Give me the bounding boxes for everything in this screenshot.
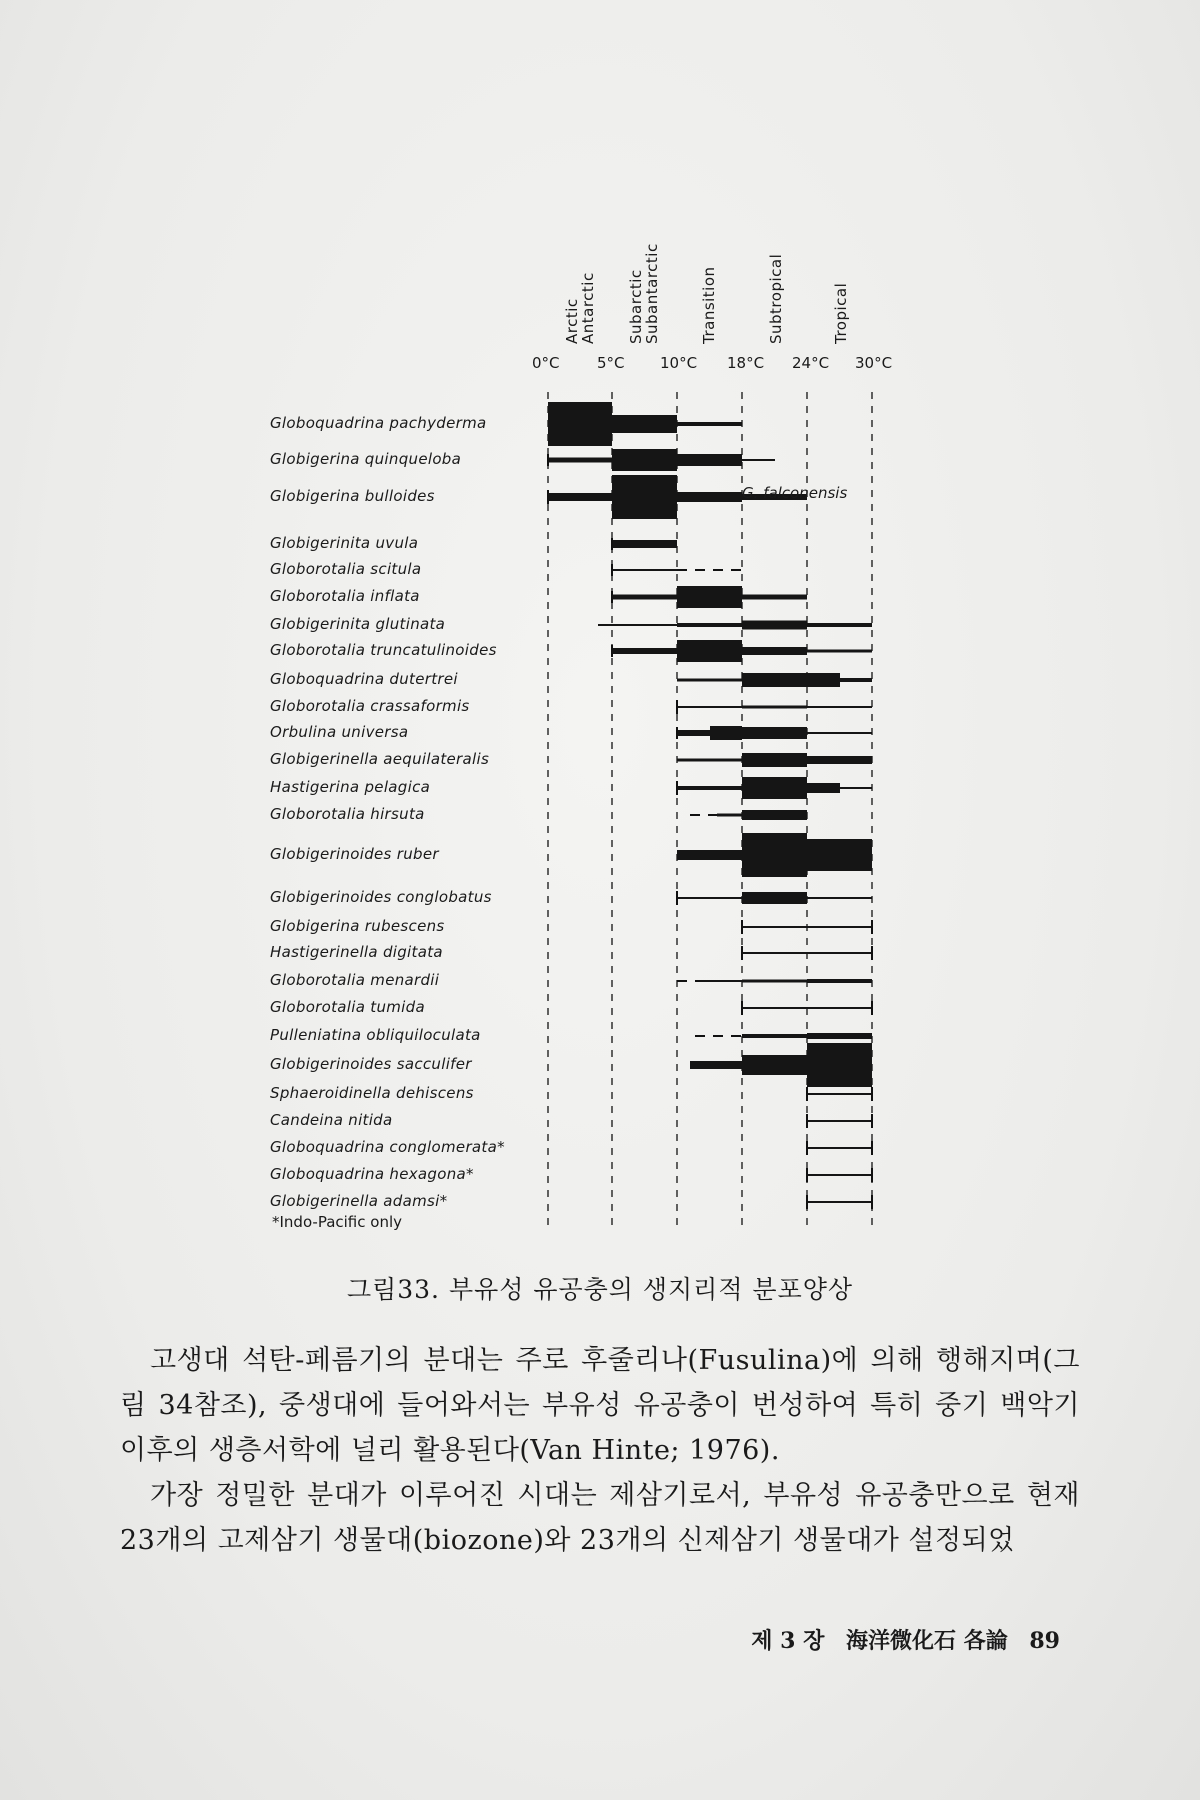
species-label: Globigerinoides ruber [270,845,439,863]
distribution-bar-segment [742,1055,807,1075]
distribution-bar-segment [742,1034,807,1038]
distribution-bar-segment [612,415,677,433]
falconensis-annotation: G. falconensis [742,484,848,502]
distribution-bar-segment [742,926,807,928]
distribution-bar-segment [612,449,677,471]
distribution-bar-segment [612,624,677,626]
distribution-bar-segment [742,833,807,877]
paragraph-2: 가장 정밀한 분대가 이루어진 시대는 제삼기로서, 부유성 유공충만으로 현재 23개의 고제삼기 생물대(biozone)와 23개의 신제삼기 생물대가 설정되었 [120,1480,1080,1556]
species-label: Globigerinoides conglobatus [270,888,492,906]
distribution-bar-segment [677,850,742,860]
species-label: Globoquadrina pachyderma [270,414,487,432]
distribution-bar-segment [548,458,612,463]
species-label: Hastigerina pelagica [270,778,431,796]
distribution-bar-segment [807,1201,872,1203]
distribution-bar-segment [677,706,742,708]
species-label: Globorotalia inflata [270,587,420,605]
distribution-bar-segment [807,706,872,708]
distribution-bar-segment [677,759,742,762]
distribution-bar-segment [598,624,612,626]
species-label: Globorotalia crassaformis [270,697,470,715]
distribution-bar-segment [807,897,872,899]
species-label: Globigerina bulloides [270,487,435,505]
distribution-bar-segment [677,623,742,627]
page-footer [737,1624,1060,1655]
distribution-bar-segment [548,402,612,446]
temp-label-0: 0°C [532,354,560,372]
distribution-bar-segment [807,979,872,983]
species-label: Globigerina quinqueloba [270,450,462,468]
species-label: Sphaeroidinella dehiscens [270,1084,474,1102]
species-label: Globigerina rubescens [270,917,445,935]
distribution-bar-segment [742,647,807,655]
distribution-bar-segment [807,952,872,954]
figure-footnote: *Indo-Pacific only [272,1213,402,1231]
distribution-bar-segment [710,726,742,740]
species-label: Pulleniatina obliquiloculata [270,1026,481,1044]
distribution-bar-segment [807,1120,872,1122]
species-label: Globorotalia scitula [270,560,422,578]
distribution-bar-segment [807,783,840,793]
footer-title: 海洋微化石 各論 [846,1628,1008,1654]
distribution-bar-segment [807,926,872,928]
distribution-bar-segment [677,454,742,466]
species-label: Globigerinella aequilateralis [270,750,490,768]
distribution-bar-segment [742,621,807,630]
paragraph-1: 고생대 석탄-페름기의 분대는 주로 후줄리나(Fusulina)에 의해 행해지며(그림 34참조), 중생대에 들어와서는 부유성 유공충이 번성하여 특히 중기 백악기 이후의 생층서학에 널리 활용된다(Van Hinte; 1976). [120,1345,1080,1466]
figure-caption: 그림33. 부유성 유공충의 생지리적 분포양상 [346,1275,854,1304]
distribution-bar-segment [612,540,677,548]
distribution-bar-segment [742,595,807,600]
distribution-bar-segment [742,980,807,983]
species-label: Globorotalia menardii [270,971,440,989]
zone-label-transition: Transition [700,266,718,344]
species-label: Globorotalia truncatulinoides [270,641,497,659]
page-number: 89 [1029,1628,1060,1654]
species-label: Globigerinita glutinata [270,615,446,633]
temp-label-24: 24°C [792,354,830,372]
zone-label-subarctic: Subarctic Subantarctic [627,243,661,344]
temp-label-10: 10°C [660,354,698,372]
zone-label-arctic: Arctic Antarctic [563,272,597,344]
species-label: Candeina nitida [270,1111,393,1129]
zone-label-subtropical: Subtropical [767,253,785,344]
distribution-bar-segment [807,1093,872,1095]
distribution-bar-segment [677,640,742,662]
distribution-bar-segment [742,810,807,820]
distribution-bar-segment [807,1007,872,1009]
temp-label-30: 30°C [855,354,893,372]
distribution-bar-segment [742,706,807,709]
zone-label-tropical: Tropical [832,282,850,344]
distribution-bar-segment [677,422,742,426]
footer-chapter: 제 3 장 [751,1628,825,1654]
temp-label-5: 5°C [597,354,625,372]
distribution-bar-segment [807,732,872,734]
species-label: Globoquadrina dutertrei [270,670,458,688]
distribution-bar-segment [807,650,872,653]
distribution-bar-segment [742,673,840,687]
species-label: Globigerinella adamsi* [270,1192,448,1210]
distribution-bar-segment [742,459,775,461]
temp-label-18: 18°C [727,354,765,372]
distribution-bar-segment [807,756,872,764]
distribution-bar-segment [840,678,872,682]
distribution-bar-segment [700,980,742,982]
distribution-bar-segment [677,679,742,682]
distribution-bar-segment [742,1007,807,1009]
body-text [120,1338,1080,1563]
species-label: Globigerinoides sacculifer [270,1055,472,1073]
distribution-bar-segment [807,623,872,627]
species-label: Hastigerinella digitata [270,943,443,961]
distribution-bar-segment [742,777,807,799]
species-label: Globorotalia tumida [270,998,425,1016]
species-label: Globigerinita uvula [270,534,419,552]
distribution-bar-segment [807,839,872,871]
distribution-bar-segment [677,897,742,899]
distribution-bar-segment [742,892,807,904]
distribution-bar-segment [612,595,677,600]
distribution-bar-segment [612,569,677,571]
distribution-bar-segment [840,787,872,789]
distribution-bar-segment [612,648,677,654]
distribution-bar-segment [807,1033,872,1039]
distribution-bar-segment [717,814,742,817]
species-label: Globoquadrina conglomerata* [270,1138,505,1156]
distribution-bar-segment [677,492,742,502]
distribution-bar-segment [612,475,677,519]
distribution-bar-segment [742,727,807,739]
distribution-bar-segment [677,730,710,736]
species-label: Orbulina universa [270,723,409,741]
species-label: Globoquadrina hexagona* [270,1165,474,1183]
distribution-bar-segment [807,1174,872,1176]
distribution-bar-segment [742,753,807,767]
distribution-bar-segment [690,1061,742,1069]
species-label: Globorotalia hirsuta [270,805,425,823]
distribution-bar-segment [677,786,742,790]
distribution-bar-segment [548,493,612,501]
distribution-bar-segment [742,952,807,954]
distribution-bar-segment [677,586,742,608]
distribution-bar-segment [807,1043,872,1087]
distribution-bar-segment [807,1147,872,1149]
